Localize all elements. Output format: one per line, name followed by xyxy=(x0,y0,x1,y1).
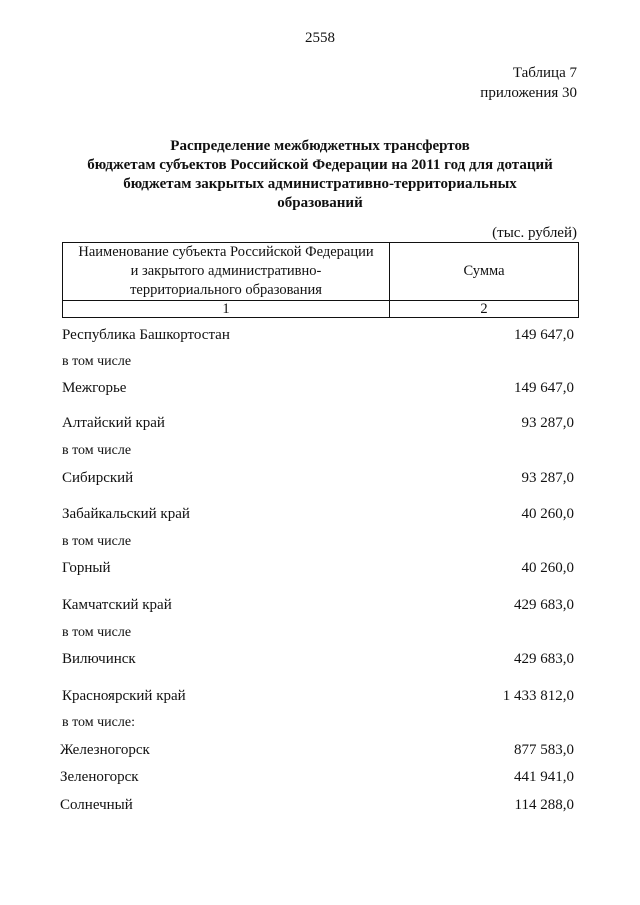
appendix-annex-label: приложения 30 xyxy=(480,85,577,101)
row-amount: 1 433 812,0 xyxy=(502,688,574,704)
row-name: в том числе xyxy=(62,354,132,369)
page-number: 2558 xyxy=(305,30,335,46)
row-amount: 149 647,0 xyxy=(514,327,574,343)
column-number-2: 2 xyxy=(390,301,579,318)
table-row xyxy=(62,504,574,524)
title-line: образований xyxy=(277,195,363,211)
row-amount: 40 260,0 xyxy=(521,506,574,522)
table-row xyxy=(62,686,574,706)
row-name: Зеленогорск xyxy=(60,769,139,785)
row-name: Алтайский край xyxy=(62,415,165,431)
row-name: в том числе xyxy=(62,443,132,458)
table-row xyxy=(62,352,574,372)
table-row xyxy=(62,413,574,433)
row-name: Республика Башкортостан xyxy=(62,327,230,343)
table-row xyxy=(62,595,574,615)
appendix-table-label: Таблица 7 xyxy=(512,65,577,81)
row-name: в том числе xyxy=(62,625,132,640)
column-number-1: 1 xyxy=(63,301,390,318)
title-line: бюджетам субъектов Российской Федерации на 2011 год для дотаций xyxy=(87,157,553,173)
row-amount: 93 287,0 xyxy=(521,415,574,431)
row-amount: 429 683,0 xyxy=(514,651,574,667)
table-row xyxy=(62,558,574,578)
table-row xyxy=(62,378,574,398)
header-name-line: Наименование субъекта Российской Федерации xyxy=(78,244,374,260)
row-amount: 149 647,0 xyxy=(514,380,574,396)
table-row xyxy=(62,441,574,461)
table-row xyxy=(62,532,574,552)
column-header-sum: Сумма xyxy=(390,243,579,301)
header-name-line: территориального образования xyxy=(130,282,322,298)
row-name: в том числе: xyxy=(62,715,135,730)
table-row xyxy=(62,713,574,733)
row-name: Вилючинск xyxy=(62,651,136,667)
table-row xyxy=(62,325,574,345)
table-row xyxy=(62,623,574,643)
row-name: Железногорск xyxy=(60,742,150,758)
row-name: Солнечный xyxy=(60,797,133,813)
row-name: Горный xyxy=(62,560,111,576)
row-amount: 441 941,0 xyxy=(514,769,574,785)
row-amount: 429 683,0 xyxy=(514,597,574,613)
row-name: Забайкальский край xyxy=(62,506,190,522)
unit-label: (тыс. рублей) xyxy=(492,225,577,241)
title-line: Распределение межбюджетных трансфертов xyxy=(170,138,470,154)
row-name: Сибирский xyxy=(62,470,134,486)
row-amount: 877 583,0 xyxy=(514,742,574,758)
table-row xyxy=(62,468,574,488)
header-name-line: и закрытого административно- xyxy=(130,263,322,279)
row-name: Межгорье xyxy=(62,380,127,396)
title-line: бюджетам закрытых административно-территориальных xyxy=(123,176,517,192)
row-name: в том числе xyxy=(62,534,132,549)
row-name: Красноярский край xyxy=(62,688,186,704)
row-amount: 40 260,0 xyxy=(521,560,574,576)
row-name: Камчатский край xyxy=(62,597,172,613)
table-row xyxy=(60,740,574,760)
table-row xyxy=(60,795,574,815)
table-row xyxy=(62,649,574,669)
row-amount: 114 288,0 xyxy=(514,797,574,813)
row-amount: 93 287,0 xyxy=(521,470,574,486)
table-row xyxy=(60,767,574,787)
